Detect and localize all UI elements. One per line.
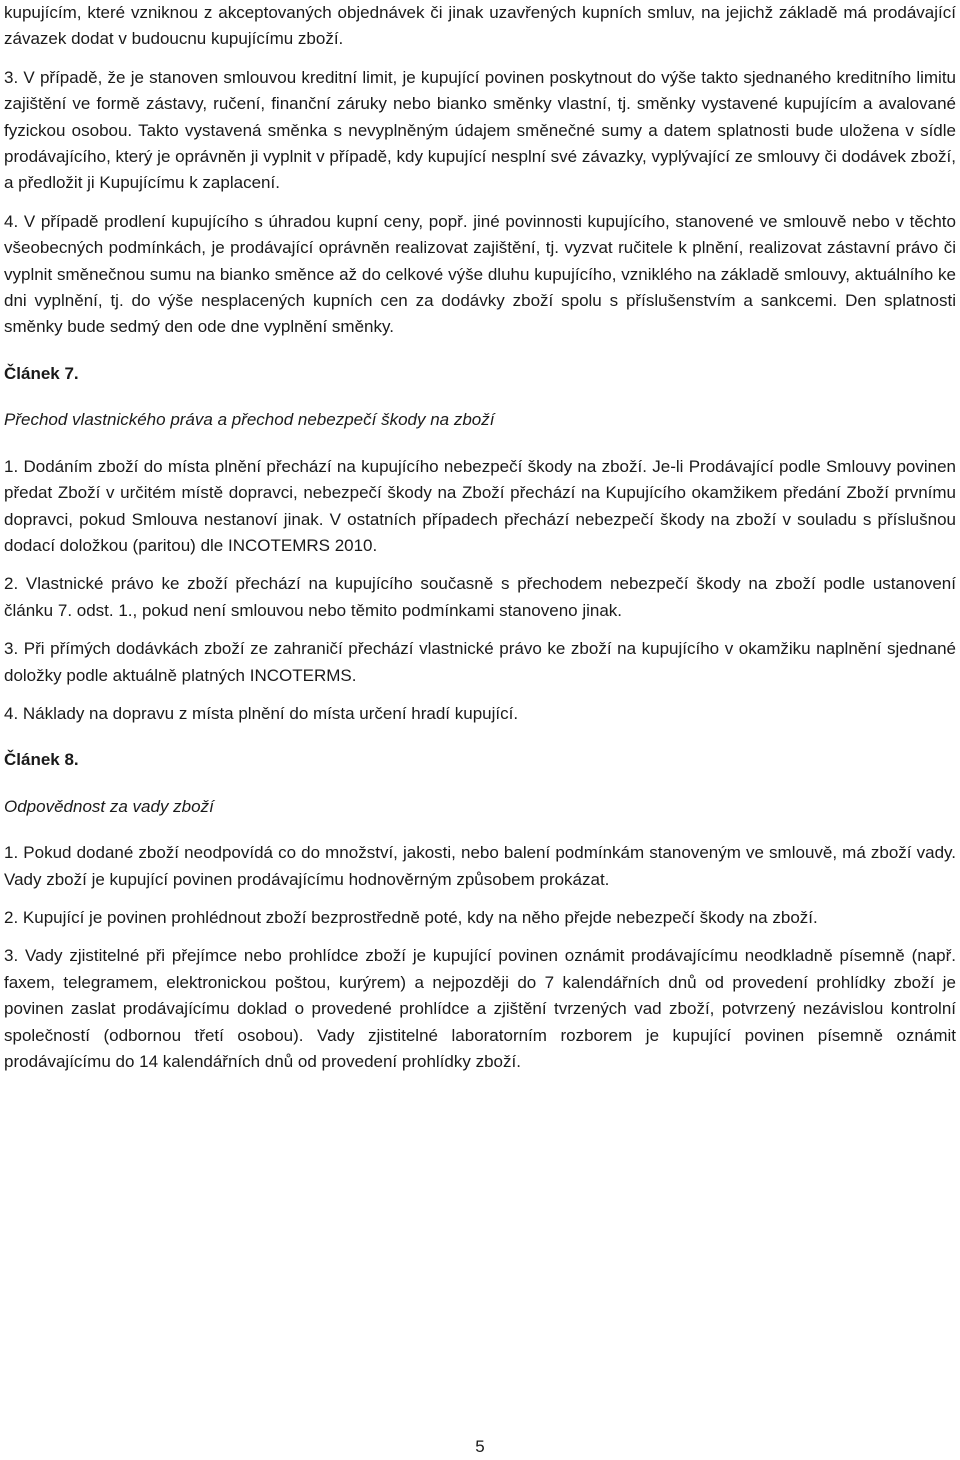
page-number: 5 [475, 1437, 485, 1456]
paragraph-clause-4-default: 4. V případě prodlení kupujícího s úhradou kupní ceny, popř. jiné povinnosti kupujícího, stanovené ve smlouvě nebo v těchto všeobecných podmínkách, je prodávající oprávněn realizovat zajištění, tj. vyzvat ručitele k plnění, realizovat zástavní právo či vyplnit směnečnou sumu na bianko směnce až do celkové výše dluhu kupujícího, vzniklého na základě smlouvy, aktuálního ke dni vyplnění, tj. do výše nesplacených kupních cen za dodávky zboží spolu s příslušenstvím a sankcemi. Den splatnosti směnky bude sedmý den ode dne vyplnění směnky. [4, 211, 956, 337]
article-7-heading: Článek 7. [4, 363, 79, 383]
paragraph-art8-clause-1: 1. Pokud dodané zboží neodpovídá co do množství, jakosti, nebo balení podmínkám stanoveným ve smlouvě, má zboží vady. Vady zboží je kupující povinen prodávajícímu hodnověrným způsobem prokázat. [4, 843, 956, 889]
article-7-title: Přechod vlastnického práva a přechod nebezpečí škody na zboží [4, 410, 495, 430]
paragraph-continuation: kupujícím, které vzniknou z akceptovaných objednávek či jinak uzavřených kupních smluv, na jejichž základě má prodávající závazek dodat v budoucnu kupujícímu zboží. [4, 3, 956, 49]
article-8-title: Odpovědnost za vady zboží [4, 796, 214, 816]
paragraph-art7-clause-3: 3. Při přímých dodávkách zboží ze zahraničí přechází vlastnické právo ke zboží na kupujícího v okamžiku naplnění sjednané doložky podle aktuálně platných INCOTERMS. [4, 639, 956, 685]
paragraph-art8-clause-3: 3. Vady zjistitelné při přejímce nebo prohlídce zboží je kupující povinen oznámit prodávajícímu neodkladně písemně (např. faxem, telegramem, elektronickou poštou, kurýrem) a nejpozději do 7 kalendářních dnů od provedení prohlídky zboží je povinen zaslat prodávajícímu doklad o provedené prohlídce a zjištění tvrzených vad zboží, potvrzený nezávislou kontrolní společností (odbornou třetí osobou). Vady zjistitelné laboratorním rozborem je kupující povinen písemně oznámit prodávajícímu do 14 kalendářních dnů od provedení prohlídky zboží. [4, 946, 956, 1071]
paragraph-art8-clause-2: 2. Kupující je povinen prohlédnout zboží bezprostředně poté, kdy na něho přejde nebezpečí škody na zboží. [4, 907, 818, 927]
article-8-heading: Článek 8. [4, 750, 79, 770]
paragraph-art7-clause-2: 2. Vlastnické právo ke zboží přechází na kupujícího současně s přechodem nebezpečí škody na zboží podle ustanovení článku 7. odst. 1., pokud není smlouvou nebo těmito podmínkami stanoveno jinak. [4, 574, 956, 620]
paragraph-art7-clause-1: 1. Dodáním zboží do místa plnění přechází na kupujícího nebezpečí škody na zboží. Je-li Prodávající podle Smlouvy povinen předat Zboží v určitém místě dopravci, nebezpečí škody na Zboží přechází na Kupujícího okamžikem předání Zboží prvnímu dopravci, pokud Smlouva nestanoví jinak. V ostatních případech přechází nebezpečí škody na zboží v souladu s příslušnou dodací doložkou (paritou) dle INCOTEMRS 2010. [4, 456, 956, 555]
paragraph-art7-clause-4: 4. Náklady na dopravu z místa plnění do místa určení hradí kupující. [4, 703, 519, 723]
document-body [4, 0, 956, 1075]
paragraph-clause-3-credit-limit: 3. V případě, že je stanoven smlouvou kreditní limit, je kupující povinen poskytnout do výše takto sjednaného kreditního limitu zajištění ve formě zástavy, ručení, finanční záruky nebo bianko směnky vlastní, tj. směnky vystavené kupujícím a avalované fyzickou osobou. Takto vystavená směnka s nevyplněným údajem směnečné sumy a datem splatnosti bude uložena v sídle prodávajícího, který je oprávněn ji vyplnit v případě, kdy kupující nesplní své závazky, vyplývající ze smlouvy či dodávek zboží, a předložit ji Kupujícímu k zaplacení. [4, 67, 956, 193]
